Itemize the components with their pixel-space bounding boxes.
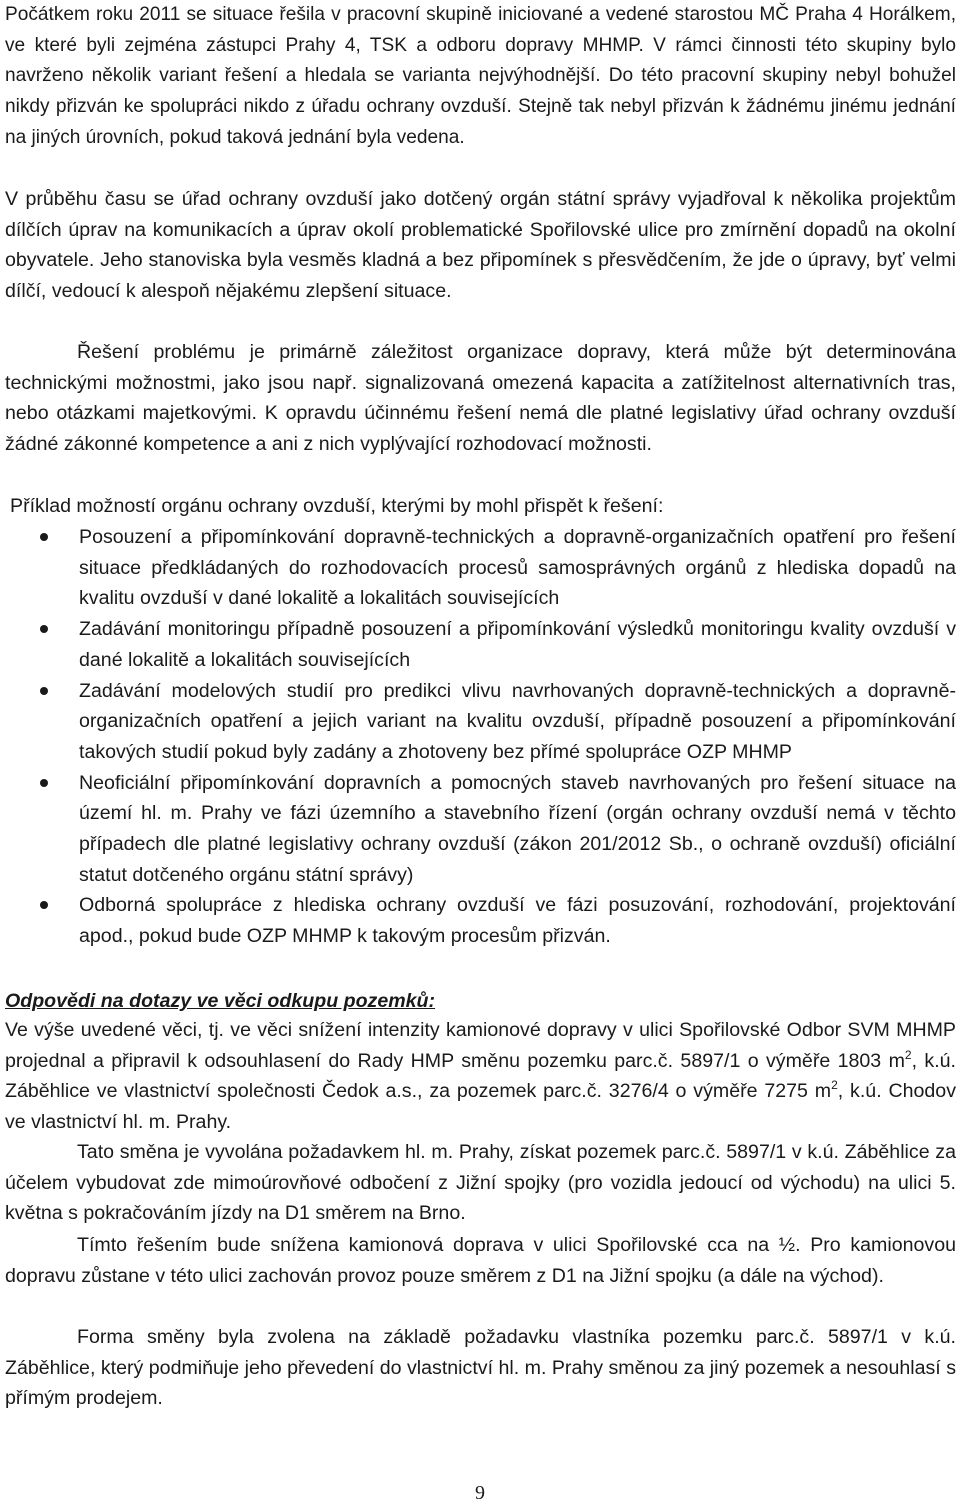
paragraph-intro: Počátkem roku 2011 se situace řešila v pracovní skupině iniciované a vedené starostou MČ Praha 4 Horálkem, ve které byli zejména zástupci Prahy 4, TSK a odboru dopravy MHMP. V rámci činnosti této skupiny bylo navrženo několik variant řešení a hledala se varianta nejvýhodnější. Do této pracovní skupiny nebyl bohužel nikdy přizván ke spolupráci nikdo z úřadu ochrany ovzduší. Stejně tak nebyl přizván k žádnému jinému jednání na jiných úrovních, pokud taková jednání byla vedena. [5, 4, 956, 148]
section-heading: Odpovědi na dotazy ve věci odkupu pozemků: [5, 990, 436, 1012]
bullet-icon [40, 687, 48, 695]
answer-text-1: Ve výše uvedené věci, tj. ve věci snížení intenzity kamionové dopravy v ulici Spořilovské Odbor SVM MHMP projednal a připravil k odsouhlasení do Rady HMP směnu pozemku parc.č. 5897/1 o výměře 1803 m [5, 1019, 956, 1072]
bullet-icon [40, 901, 48, 909]
paragraph-exchange: Tato směna je vyvolána požadavkem hl. m. Prahy, získat pozemek parc.č. 5897/1 v k.ú. Záběhlice za účelem vybudovat zde mimoúrovňové odbočení z Jižní spojky (pro vozidla jedoucí od východu) na ulici 5. května s pokračováním jízdy na D1 směrem na Brno. [5, 1141, 956, 1225]
page-number: 9 [475, 1482, 485, 1504]
bullet-text: Posouzení a připomínkování dopravně-technických a dopravně-organizačních opatření pro řešení situace předkládaných do rozhodovacích procesů samosprávných orgánů z hlediska dopadů na kvalitu ovzduší v dané lokalitě a lokalitách souvisejících [79, 526, 956, 610]
paragraph-form: Forma směny byla zvolena na základě požadavku vlastníka pozemku parc.č. 5897/1 v k.ú. Záběhlice, který podmiňuje jeho převedení do vlastnictví hl. m. Prahy směnou za jiný pozemek a nesouhlasí s přímým prodejem. [5, 1326, 956, 1410]
paragraph-answer [5, 1015, 956, 1138]
paragraph-reduction: Tímto řešením bude snížena kamionová doprava v ulici Spořilovské cca na ½. Pro kamionovou dopravu zůstane v této ulici zachován provoz pouze směrem z D1 na Jižní spojku (a dále na východ). [5, 1234, 956, 1287]
bullet-item [0, 614, 956, 675]
bullet-item [0, 890, 956, 951]
bullet-item [0, 676, 956, 768]
bullet-icon [40, 779, 48, 787]
answer-text-3: , k.ú. Chodov ve vlastnictví hl. m. Prahy. [5, 1080, 956, 1134]
paragraph-solution: Řešení problému je primárně záležitost organizace dopravy, která může být determinována technickými možnostmi, jako jsou např. signalizovaná omezená kapacita a zatížitelnost alternativních tras, nebo otázkami majetkovými. K opravdu účinnému řešení nemá dle platné legislativy úřad ochrany ovzduší žádné zákonné kompetence a ani z nich vyplývající rozhodovací možnosti. [5, 341, 956, 456]
bullet-text: Zadávání modelových studií pro predikci vlivu navrhovaných dopravně-technických a dopravně-organizačních opatření a jejich variant na kvalitu ovzduší, případně posouzení a připomínkování takových studií pokud byly zadány a zhotoveny bez přímé spolupráce OZP MHMP [79, 679, 956, 763]
bullet-text: Odborná spolupráce z hlediska ochrany ovzduší ve fázi posuzování, rozhodování, projektování apod., pokud bude OZP MHMP k takovým procesům přizván. [79, 894, 956, 948]
bullet-list [0, 522, 956, 952]
bullet-item [0, 768, 956, 891]
bullet-icon [40, 533, 48, 541]
answer-text-2: , k.ú. Záběhlice ve vlastnictví společnosti Čedok a.s., za pozemek parc.č. 3276/4 o výměře 7275 m [5, 1049, 956, 1103]
superscript-1: 2 [904, 1047, 912, 1062]
example-intro: Příklad možností orgánu ochrany ovzduší, kterými by mohl přispět k řešení: [10, 495, 664, 517]
bullet-item [0, 522, 956, 614]
bullet-icon [40, 625, 48, 633]
bullet-text: Neoficiální připomínkování dopravních a pomocných staveb navrhovaných pro řešení situace na území hl. m. Prahy ve fázi územního a stavebního řízení (orgán ochrany ovzduší nemá v těchto případech dle platné legislativy ochrany ovzduší (zákon 201/2012 Sb., o ochraně ovzduší) oficiální statut dotčeného orgánu státní správy) [79, 771, 956, 886]
paragraph-during: V průběhu času se úřad ochrany ovzduší jako dotčený orgán státní správy vyjadřoval k několika projektům dílčích úprav na komunikacích a úprav okolí problematické Spořilovské ulice pro zmírnění dopadů na okolní obyvatele. Jeho stanoviska byla vesměs kladná a bez připomínek s přesvědčením, že jde o úpravy, byť velmi dílčí, vedoucí k alespoň nějakému zlepšení situace. [5, 188, 956, 303]
superscript-2: 2 [831, 1078, 838, 1093]
bullet-text: Zadávání monitoringu případně posouzení a připomínkování výsledků monitoringu kvality ovzduší v dané lokalitě a lokalitách souvisejících [79, 618, 956, 671]
